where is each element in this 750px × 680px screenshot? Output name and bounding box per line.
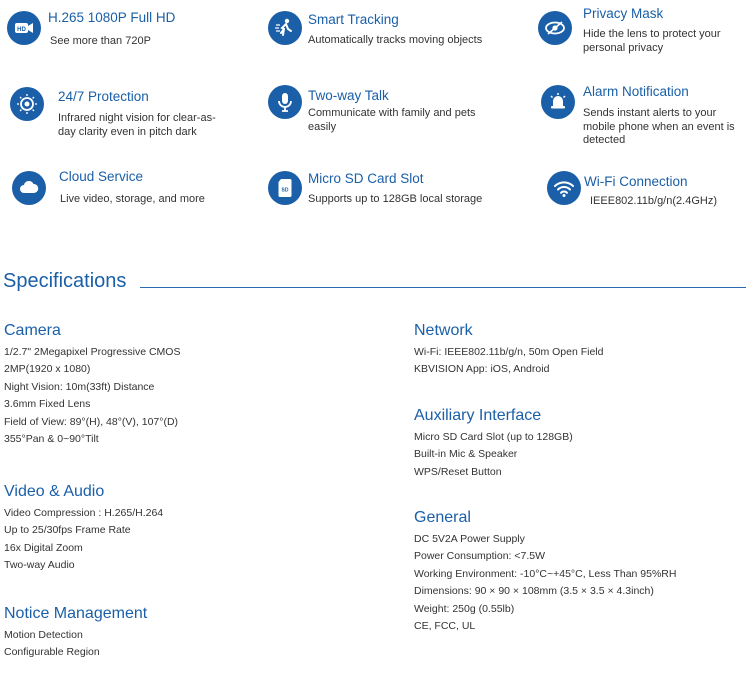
feature-title: Cloud Service — [59, 169, 144, 184]
feature-description: Infrared night vision for clear-as-day clarity even in pitch dark — [58, 112, 216, 138]
spec-section-general — [414, 509, 676, 635]
spec-section-camera — [4, 322, 180, 448]
feature-description: Live video, storage, and more — [60, 193, 205, 205]
night-vision-icon — [10, 87, 44, 121]
feature-description: IEEE802.11b/g/n(2.4GHz) — [590, 195, 717, 207]
spec-line: 16x Digital Zoom — [4, 541, 83, 554]
privacy-eye-icon — [538, 11, 572, 45]
spec-line: DC 5V2A Power Supply — [414, 533, 525, 545]
feature-description: Communicate with family and pets easily — [308, 107, 476, 133]
feature-title: Micro SD Card Slot — [308, 171, 424, 186]
spec-line: Two-way Audio — [4, 559, 75, 572]
spec-line: KBVISION App: iOS, Android — [414, 363, 550, 376]
spec-line: Dimensions: 90 × 90 × 108mm (3.5 × 3.5 × 4.3inch) — [414, 585, 654, 598]
sd-card-icon — [268, 171, 302, 205]
cloud-icon — [12, 171, 46, 205]
spec-line: Built-in Mic & Speaker — [414, 448, 518, 461]
spec-line: Up to 25/30fps Frame Rate — [4, 524, 131, 537]
section-heading: Video & Audio — [4, 483, 105, 500]
wifi-icon — [547, 171, 581, 205]
spec-line: Micro SD Card Slot (up to 128GB) — [414, 431, 573, 443]
feature-title: Two-way Talk — [308, 88, 389, 103]
feature-description: Automatically tracks moving objects — [308, 34, 483, 46]
spec-line: Working Environment: -10°C~+45°C, Less Than 95%RH — [414, 567, 677, 580]
svg-text:HD: HD — [17, 26, 26, 33]
alarm-bell-icon — [541, 85, 575, 119]
feature-title: Wi-Fi Connection — [584, 174, 688, 189]
spec-section-network — [414, 322, 603, 379]
feature-description: Supports up to 128GB local storage — [308, 193, 483, 205]
section-heading: Notice Management — [4, 605, 148, 622]
feature-description: Hide the lens to protect your personal privacy — [583, 28, 721, 54]
spec-section-auxiliary-interface — [414, 407, 573, 481]
svg-text:SD: SD — [281, 187, 289, 194]
spec-line: 355°Pan & 0~90°Tilt — [4, 433, 99, 446]
spec-line: Night Vision: 10m(33ft) Distance — [4, 380, 155, 393]
feature-title: 24/7 Protection — [58, 89, 149, 104]
feature-description: Sends instant alerts to your mobile phone when an event is detected — [583, 107, 735, 146]
hd-video-icon — [7, 11, 41, 45]
spec-line: Power Consumption: <7.5W — [414, 550, 546, 563]
section-heading: Network — [414, 322, 473, 339]
spec-line: Configurable Region — [4, 646, 100, 659]
section-heading: Camera — [4, 322, 61, 339]
spec-line: Video Compression : H.265/H.264 — [4, 507, 164, 519]
spec-line: Wi-Fi: IEEE802.11b/g/n, 50m Open Field — [414, 346, 604, 358]
microphone-icon — [268, 85, 302, 119]
spec-line: 3.6mm Fixed Lens — [4, 398, 91, 411]
spec-section-video-audio — [4, 483, 163, 575]
spec-line: Weight: 250g (0.55lb) — [414, 602, 515, 615]
feature-title: H.265 1080P Full HD — [48, 10, 176, 25]
spec-line: WPS/Reset Button — [414, 465, 502, 478]
spec-line: Field of View: 89°(H), 48°(V), 107°(D) — [4, 415, 179, 428]
feature-title: Smart Tracking — [308, 12, 399, 27]
feature-title: Alarm Notification — [583, 84, 689, 99]
specifications-heading: Specifications — [3, 270, 127, 292]
feature-title: Privacy Mask — [583, 6, 664, 21]
spec-line: Motion Detection — [4, 629, 83, 641]
divider — [140, 287, 746, 288]
spec-line: 2MP(1920 x 1080) — [4, 363, 91, 376]
spec-section-notice-management — [4, 605, 147, 662]
spec-line: CE, FCC, UL — [414, 620, 476, 633]
section-heading: Auxiliary Interface — [414, 407, 542, 424]
spec-line: 1/2.7" 2Megapixel Progressive CMOS — [4, 346, 181, 358]
tracking-person-icon — [268, 11, 302, 45]
feature-description: See more than 720P — [50, 35, 151, 47]
section-heading: General — [414, 509, 471, 526]
